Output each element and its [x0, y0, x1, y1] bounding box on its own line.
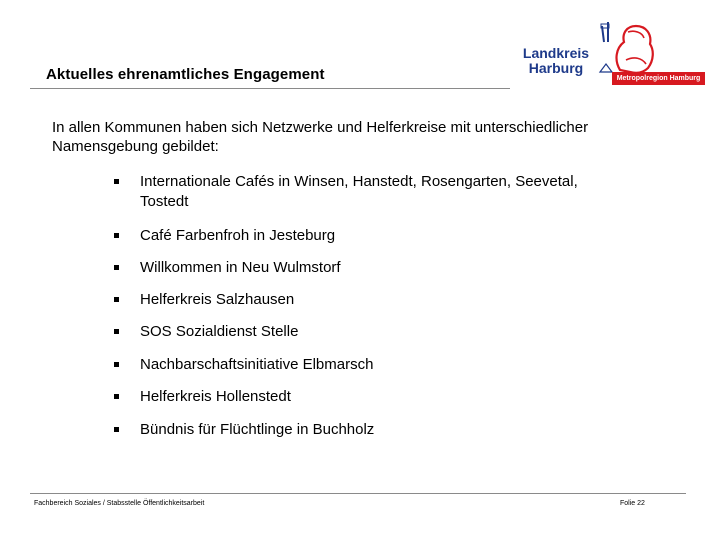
bullet-marker — [114, 265, 119, 270]
bullet-marker — [114, 233, 119, 238]
list-item-text: Café Farbenfroh in Jesteburg — [140, 227, 336, 244]
intro-text: In allen Kommunen haben sich Netzwerke und Helferkreise mit unterschiedlicher Namensgebung gebildet: — [52, 119, 589, 155]
logo-text — [512, 46, 600, 76]
title-divider — [30, 88, 510, 89]
list-item-text: Bündnis für Flüchtlinge in Buchholz — [140, 421, 375, 438]
bullet-marker — [114, 427, 119, 432]
footer-divider — [30, 493, 686, 494]
bullet-marker — [114, 179, 119, 184]
list-item-text: Internationale Cafés in Winsen, Hanstedt, Rosengarten, Seevetal, Tostedt — [140, 173, 578, 210]
slide-number: Folie 22 — [620, 500, 645, 507]
list-item-text: Willkommen in Neu Wulmstorf — [140, 259, 341, 276]
bullet-marker — [114, 394, 119, 399]
logo-line-2: Harburg — [528, 60, 584, 76]
list-item-text: Helferkreis Hollenstedt — [140, 388, 291, 405]
list-item-text: SOS Sozialdienst Stelle — [140, 323, 299, 340]
logo-line-1: Landkreis — [522, 45, 590, 61]
bullet-marker — [114, 297, 119, 302]
list-item-text: Helferkreis Salzhausen — [140, 291, 295, 308]
logo-banner: Metropolregion Hamburg — [612, 72, 705, 85]
bullet-marker — [114, 329, 119, 334]
bullet-marker — [114, 362, 119, 367]
page-title: Aktuelles ehrenamtliches Engagement — [46, 66, 325, 83]
list-item-text: Nachbarschaftsinitiative Elbmarsch — [140, 356, 374, 373]
logo — [512, 20, 708, 92]
footer-department: Fachbereich Soziales / Stabsstelle Öffentlichkeitsarbeit — [34, 500, 205, 507]
